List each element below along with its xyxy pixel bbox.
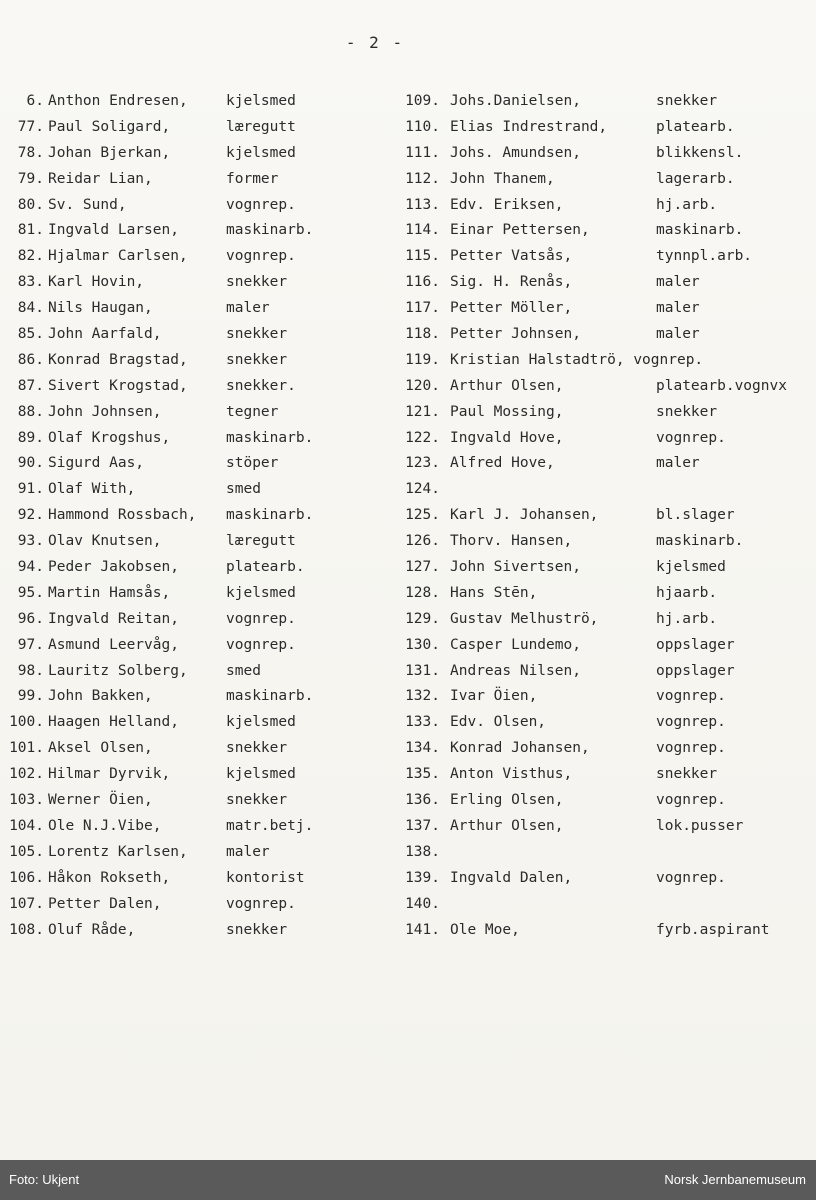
employee-row: [0, 167, 390, 193]
entry-number: 114.: [405, 222, 440, 239]
entry-number: 121.: [405, 403, 440, 420]
employee-row: [388, 348, 816, 374]
employee-name: Arthur Olsen,: [450, 817, 564, 834]
entry-number: 138.: [405, 843, 440, 860]
right-column-list: [388, 89, 816, 943]
employee-occupation: kjelsmed: [226, 144, 296, 161]
employee-occupation: læregutt: [226, 533, 296, 550]
employee-row: [388, 814, 816, 840]
employee-occupation: snekker: [226, 921, 288, 938]
employee-name: Karl J. Johansen,: [450, 507, 599, 524]
employee-name: Casper Lundemo,: [450, 636, 581, 653]
employee-name: Sig. H. Renås,: [450, 274, 573, 291]
employee-row: [388, 270, 816, 296]
employee-occupation: maskinarb.: [656, 222, 744, 239]
employee-name: Reidar Lian,: [48, 170, 153, 187]
employee-name: Ole N.J.Vibe,: [48, 817, 162, 834]
entry-number: 122.: [405, 429, 440, 446]
page-number: - 2 -: [345, 33, 405, 52]
employee-name: Peder Jakobsen,: [48, 559, 179, 576]
entry-number: 140.: [405, 895, 440, 912]
entry-number: 96.: [17, 610, 44, 627]
entry-number: 80.: [17, 196, 44, 213]
employee-occupation: snekker: [226, 351, 288, 368]
entry-number: 125.: [405, 507, 440, 524]
employee-occupation: tegner: [226, 403, 279, 420]
employee-row: [0, 115, 390, 141]
entry-number: 111.: [405, 144, 440, 161]
employee-name: Martin Hamsås,: [48, 584, 171, 601]
entry-number: 98.: [17, 662, 44, 679]
employee-occupation: snekker: [226, 740, 288, 757]
archive-owner: Norsk Jernbanemuseum: [664, 1172, 806, 1187]
entry-number: 87.: [17, 377, 44, 394]
employee-name: Werner Öien,: [48, 792, 153, 809]
employee-occupation: snekker: [226, 792, 288, 809]
employee-occupation: maskinarb.: [656, 533, 744, 550]
entry-number: 81.: [17, 222, 44, 239]
entry-number: 120.: [405, 377, 440, 394]
entry-number: 119.: [405, 351, 440, 368]
employee-occupation: snekker: [226, 326, 288, 343]
employee-row: [0, 684, 390, 710]
employee-row: [388, 451, 816, 477]
employee-name: Sv. Sund,: [48, 196, 127, 213]
employee-occupation: maskinarb.: [226, 507, 314, 524]
employee-name: Petter Möller,: [450, 300, 573, 317]
employee-occupation: kjelsmed: [226, 766, 296, 783]
employee-name: Haagen Helland,: [48, 714, 179, 731]
employee-occupation: vognrep.: [226, 196, 296, 213]
employee-occupation: vognrep.: [656, 714, 726, 731]
employee-row: [0, 244, 390, 270]
employee-row: [0, 296, 390, 322]
employee-name: Olaf With,: [48, 481, 136, 498]
employee-row: [388, 477, 816, 503]
employee-row: [388, 89, 816, 115]
entry-number: 118.: [405, 326, 440, 343]
employee-row: [388, 684, 816, 710]
employee-occupation: platearb.: [226, 559, 305, 576]
employee-row: [388, 736, 816, 762]
entry-number: 112.: [405, 170, 440, 187]
employee-occupation: hj.arb.: [656, 196, 718, 213]
entry-number: 137.: [405, 817, 440, 834]
employee-row: [0, 529, 390, 555]
entry-number: 89.: [17, 429, 44, 446]
entry-number: 109.: [405, 93, 440, 109]
entry-number: 115.: [405, 248, 440, 265]
employee-row: [0, 477, 390, 503]
entry-number: 128.: [405, 584, 440, 601]
entry-number: 92.: [17, 507, 44, 524]
employee-occupation: snekker: [226, 274, 288, 291]
employee-name: Anton Visthus,: [450, 766, 573, 783]
employee-row: [388, 659, 816, 685]
employee-name: Arthur Olsen,: [450, 377, 564, 394]
entry-number: 90.: [17, 455, 44, 472]
employee-row: [0, 193, 390, 219]
employee-name: Johan Bjerkan,: [48, 144, 171, 161]
employee-row: [388, 607, 816, 633]
employee-row: [388, 788, 816, 814]
employee-row: [388, 840, 816, 866]
employee-row: [388, 322, 816, 348]
entry-number: 108.: [9, 921, 44, 938]
employee-occupation: maler: [656, 326, 700, 343]
employee-occupation: vognrep.: [656, 688, 726, 705]
employee-row: [0, 400, 390, 426]
entry-number: 102.: [9, 766, 44, 783]
employee-occupation: blikkensl.: [656, 144, 744, 161]
employee-occupation: kontorist: [226, 869, 305, 886]
employee-occupation: smed: [226, 481, 261, 498]
employee-occupation: snekker.: [226, 377, 296, 394]
employee-row: [0, 607, 390, 633]
employee-name: Lorentz Karlsen,: [48, 843, 188, 860]
employee-name: Sigurd Aas,: [48, 455, 145, 472]
employee-occupation: maler: [656, 300, 700, 317]
entry-number: 6.: [26, 93, 44, 109]
employee-occupation: former: [226, 170, 279, 187]
employee-occupation: snekker: [656, 766, 718, 783]
employee-occupation: snekker: [656, 403, 718, 420]
employee-name: Hjalmar Carlsen,: [48, 248, 188, 265]
entry-number: 78.: [17, 144, 44, 161]
entry-number: 139.: [405, 869, 440, 886]
employee-occupation: oppslager: [656, 662, 735, 679]
employee-name: Andreas Nilsen,: [450, 662, 581, 679]
entry-number: 126.: [405, 533, 440, 550]
employee-row: [0, 348, 390, 374]
employee-row: [0, 892, 390, 918]
employee-occupation: vognrep.: [226, 610, 296, 627]
employee-row: [388, 555, 816, 581]
employee-occupation: hj.arb.: [656, 610, 718, 627]
employee-name: Alfred Hove,: [450, 455, 555, 472]
entry-number: 131.: [405, 662, 440, 679]
employee-name: Ivar Öien,: [450, 688, 538, 705]
employee-row: [388, 581, 816, 607]
employee-occupation: kjelsmed: [226, 584, 296, 601]
employee-name: Erling Olsen,: [450, 792, 564, 809]
photo-credit-bar: [0, 1160, 816, 1200]
employee-name: Nils Haugan,: [48, 300, 153, 317]
entry-number: 101.: [9, 740, 44, 757]
employee-occupation: tynnpl.arb.: [656, 248, 753, 265]
entry-number: 136.: [405, 792, 440, 809]
employee-occupation: maler: [656, 274, 700, 291]
employee-row: [0, 374, 390, 400]
entry-number: 133.: [405, 714, 440, 731]
employee-name: Konrad Bragstad,: [48, 351, 188, 368]
employee-occupation: lagerarb.: [656, 170, 735, 187]
employee-row: [0, 270, 390, 296]
entry-number: 129.: [405, 610, 440, 627]
employee-occupation: vognrep.: [226, 895, 296, 912]
employee-name: Hammond Rossbach,: [48, 507, 197, 524]
employee-occupation: kjelsmed: [226, 93, 296, 109]
employee-name: Johs.Danielsen,: [450, 93, 581, 109]
employee-row: [0, 503, 390, 529]
employee-row: [0, 141, 390, 167]
employee-row: [388, 710, 816, 736]
entry-number: 117.: [405, 300, 440, 317]
employee-occupation: platearb.vognvx: [656, 377, 787, 394]
employee-occupation: vognrep.: [656, 869, 726, 886]
employee-name: Konrad Johansen,: [450, 740, 590, 757]
employee-row: [388, 426, 816, 452]
employee-row: [388, 374, 816, 400]
entry-number: 100.: [9, 714, 44, 731]
employee-name: Olav Knutsen,: [48, 533, 162, 550]
entry-number: 127.: [405, 559, 440, 576]
entry-number: 91.: [17, 481, 44, 498]
employee-occupation: vognrep.: [226, 248, 296, 265]
entry-number: 130.: [405, 636, 440, 653]
entry-number: 107.: [9, 895, 44, 912]
employee-name: Petter Dalen,: [48, 895, 162, 912]
employee-row: [0, 840, 390, 866]
employee-occupation: maler: [226, 300, 270, 317]
employee-row: [388, 167, 816, 193]
employee-occupation: platearb.: [656, 118, 735, 135]
employee-name: Edv. Olsen,: [450, 714, 547, 731]
employee-name: Thorv. Hansen,: [450, 533, 573, 550]
entry-number: 85.: [17, 326, 44, 343]
entry-number: 99.: [17, 688, 44, 705]
employee-occupation: hjaarb.: [656, 584, 718, 601]
employee-row: [0, 633, 390, 659]
employee-name: Petter Vatsås,: [450, 248, 573, 265]
entry-number: 116.: [405, 274, 440, 291]
employee-occupation: vognrep.: [656, 792, 726, 809]
employee-name: Olaf Krogshus,: [48, 429, 171, 446]
employee-name: Paul Soligard,: [48, 118, 171, 135]
employee-name: Lauritz Solberg,: [48, 662, 188, 679]
photo-credit: Foto: Ukjent: [9, 1172, 80, 1187]
employee-occupation: læregutt: [226, 118, 296, 135]
employee-occupation: oppslager: [656, 636, 735, 653]
employee-row: [388, 115, 816, 141]
entry-number: 94.: [17, 559, 44, 576]
employee-name: Anthon Endresen,: [48, 93, 188, 109]
employee-name: Kristian Halstadtrö, vognrep.: [450, 351, 704, 368]
employee-name: Paul Mossing,: [450, 403, 564, 420]
employee-name: John Thanem,: [450, 170, 555, 187]
employee-row: [388, 866, 816, 892]
employee-row: [388, 892, 816, 918]
employee-row: [0, 918, 390, 944]
entry-number: 77.: [17, 118, 44, 135]
employee-occupation: kjelsmed: [226, 714, 296, 731]
employee-name: Petter Johnsen,: [450, 326, 581, 343]
employee-row: [0, 659, 390, 685]
employee-name: Ole Moe,: [450, 921, 520, 938]
employee-row: [0, 451, 390, 477]
employee-row: [388, 244, 816, 270]
employee-row: [0, 710, 390, 736]
employee-occupation: stöper: [226, 455, 279, 472]
entry-number: 79.: [17, 170, 44, 187]
left-column-list: [0, 89, 390, 943]
entry-number: 105.: [9, 843, 44, 860]
employee-occupation: lok.pusser: [656, 817, 744, 834]
employee-row: [388, 400, 816, 426]
employee-row: [388, 529, 816, 555]
employee-occupation: vognrep.: [656, 429, 726, 446]
employee-name: Gustav Melhuströ,: [450, 610, 599, 627]
employee-row: [388, 193, 816, 219]
employee-row: [388, 633, 816, 659]
employee-name: Ingvald Hove,: [450, 429, 564, 446]
employee-occupation: vognrep.: [226, 636, 296, 653]
employee-occupation: maler: [226, 843, 270, 860]
employee-row: [0, 581, 390, 607]
employee-name: John Sivertsen,: [450, 559, 581, 576]
entry-number: 104.: [9, 817, 44, 834]
employee-occupation: fyrb.aspirant: [656, 921, 770, 938]
employee-row: [0, 866, 390, 892]
employee-row: [388, 141, 816, 167]
employee-occupation: maskinarb.: [226, 688, 314, 705]
entry-number: 88.: [17, 403, 44, 420]
employee-occupation: snekker: [656, 93, 718, 109]
employee-name: Edv. Eriksen,: [450, 196, 564, 213]
employee-row: [0, 762, 390, 788]
employee-name: Oluf Råde,: [48, 921, 136, 938]
employee-occupation: vognrep.: [656, 740, 726, 757]
entry-number: 124.: [405, 481, 440, 498]
employee-row: [388, 296, 816, 322]
employee-occupation: bl.slager: [656, 507, 735, 524]
employee-name: Ingvald Dalen,: [450, 869, 573, 886]
employee-occupation: maskinarb.: [226, 222, 314, 239]
employee-name: Karl Hovin,: [48, 274, 145, 291]
employee-row: [388, 918, 816, 944]
entry-number: 135.: [405, 766, 440, 783]
entry-number: 83.: [17, 274, 44, 291]
entry-number: 93.: [17, 533, 44, 550]
entry-number: 86.: [17, 351, 44, 368]
employee-name: John Aarfald,: [48, 326, 162, 343]
entry-number: 84.: [17, 300, 44, 317]
employee-name: John Bakken,: [48, 688, 153, 705]
employee-row: [0, 555, 390, 581]
employee-row: [388, 762, 816, 788]
entry-number: 113.: [405, 196, 440, 213]
entry-number: 110.: [405, 118, 440, 135]
entry-number: 95.: [17, 584, 44, 601]
employee-name: Einar Pettersen,: [450, 222, 590, 239]
employee-occupation: maskinarb.: [226, 429, 314, 446]
employee-name: Hilmar Dyrvik,: [48, 766, 171, 783]
employee-name: Asmund Leervåg,: [48, 636, 179, 653]
entry-number: 134.: [405, 740, 440, 757]
employee-row: [0, 736, 390, 762]
entry-number: 103.: [9, 792, 44, 809]
employee-name: Johs. Amundsen,: [450, 144, 581, 161]
entry-number: 123.: [405, 455, 440, 472]
employee-row: [0, 218, 390, 244]
employee-occupation: smed: [226, 662, 261, 679]
entry-number: 132.: [405, 688, 440, 705]
employee-name: Elias Indrestrand,: [450, 118, 608, 135]
employee-occupation: maler: [656, 455, 700, 472]
employee-name: Hans Stēn,: [450, 584, 538, 601]
entry-number: 97.: [17, 636, 44, 653]
employee-row: [0, 788, 390, 814]
employee-occupation: kjelsmed: [656, 559, 726, 576]
entry-number: 141.: [405, 921, 440, 938]
employee-name: Sivert Krogstad,: [48, 377, 188, 394]
employee-row: [0, 322, 390, 348]
employee-occupation: matr.betj.: [226, 817, 314, 834]
employee-name: Ingvald Larsen,: [48, 222, 179, 239]
employee-row: [388, 218, 816, 244]
employee-name: Ingvald Reitan,: [48, 610, 179, 627]
employee-name: Aksel Olsen,: [48, 740, 153, 757]
entry-number: 106.: [9, 869, 44, 886]
employee-name: Håkon Rokseth,: [48, 869, 171, 886]
employee-row: [0, 426, 390, 452]
employee-row: [0, 89, 390, 115]
entry-number: 82.: [17, 248, 44, 265]
employee-name: John Johnsen,: [48, 403, 162, 420]
employee-row: [0, 814, 390, 840]
employee-row: [388, 503, 816, 529]
